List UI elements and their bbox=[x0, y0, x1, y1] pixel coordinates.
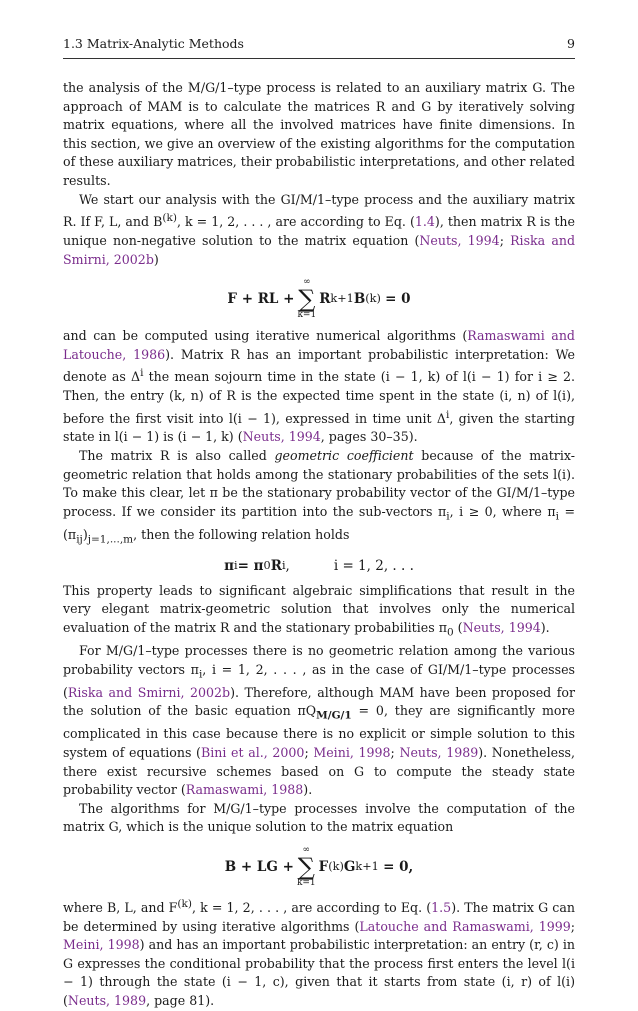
citation-link[interactable]: Neuts, 1994 bbox=[242, 429, 321, 445]
equation-comma: , bbox=[285, 558, 290, 575]
equation-lhs: B + LG + bbox=[224, 858, 294, 875]
text-span: where B, L, and F bbox=[63, 900, 178, 916]
citation-link[interactable]: Riska and Smirni, 2002b bbox=[63, 232, 576, 267]
text-span: ; bbox=[304, 744, 314, 760]
citation-link[interactable]: Ramaswami, 1988 bbox=[185, 782, 304, 798]
superscript: i bbox=[140, 367, 144, 380]
subscript: 0 bbox=[446, 626, 454, 639]
text-span: We start our analysis with the GI/M/1–type process and the auxiliary matrix R. If F, L, and B bbox=[63, 191, 575, 230]
citation-link[interactable]: Riska and Smirni, 2002b bbox=[67, 684, 231, 700]
running-header bbox=[63, 36, 575, 59]
equation-lhs: F + RL + bbox=[227, 290, 295, 307]
citation-link[interactable]: Meini, 1998 bbox=[313, 744, 391, 760]
equation-term: G bbox=[343, 858, 356, 875]
sum-upper-limit: ∞ bbox=[302, 844, 311, 855]
section-title: 1.3 Matrix-Analytic Methods bbox=[63, 36, 244, 51]
paragraph-4 bbox=[63, 447, 575, 549]
summation-symbol: ∞ ∑ k=1 bbox=[297, 277, 317, 321]
text-span: , i ≥ 0, where π bbox=[449, 503, 556, 519]
text-span: ) and has an important probabilistic interpretation: an entry (r, c) in G expresses the conditional probability that the process first enters the level l(i − 1) through the state (i − 1, c), given that it starts from state (i, r) of l(i) ( bbox=[63, 937, 575, 1009]
text-span: , k = 1, 2, . . . , are according to Eq. ( bbox=[191, 900, 432, 916]
superscript: k+1 bbox=[330, 291, 354, 305]
superscript: (k) bbox=[328, 859, 344, 873]
text-span: ( bbox=[453, 619, 463, 635]
paragraph-6 bbox=[63, 642, 575, 800]
subscript: 0 bbox=[263, 559, 271, 573]
citation-link[interactable]: Neuts, 1994 bbox=[419, 232, 500, 248]
paragraph-1: the analysis of the M/G/1–type process is related to an auxiliary matrix G. The approach of MAM is to calculate the matrices R and G by iteratively solving matrix equations, where all the involved matrices have finite dimensions. In this section, we give an overview of the existing algorithms for the computation of these auxiliary matrices, their probabilistic interpretations, and other related results. bbox=[63, 80, 575, 188]
superscript: i bbox=[445, 408, 450, 421]
text-span: ) bbox=[82, 526, 88, 542]
subscript: i bbox=[446, 510, 450, 523]
sum-upper-limit: ∞ bbox=[303, 277, 311, 288]
equation-term: R bbox=[319, 290, 331, 307]
superscript: (k) bbox=[177, 897, 192, 910]
equation-term: R bbox=[270, 558, 282, 575]
equation-lhs: π bbox=[224, 558, 235, 575]
citation-link[interactable]: Bini et al., 2000 bbox=[200, 744, 305, 760]
main-text bbox=[63, 79, 575, 1011]
text-span: = (π bbox=[63, 503, 575, 542]
sum-lower-limit: k=1 bbox=[296, 877, 316, 888]
text-span: The matrix R is also called bbox=[79, 448, 275, 464]
equation-label: i = 1, 2, . . . bbox=[333, 558, 414, 575]
text-span: = 0, they are significantly more complicated in this case because there is no explicit or simple solution to this system of equations ( bbox=[63, 703, 575, 760]
text-span: ), then matrix R is the unique non-negative solution to the matrix equation ( bbox=[63, 214, 575, 248]
paragraph-7: The algorithms for M/G/1–type processes involve the computation of the matrix G, which is the unique solution to the matrix equation bbox=[63, 800, 575, 835]
text-span: , given the starting state in l(i − 1) is (i − 1, k) ( bbox=[63, 410, 575, 445]
superscript: i bbox=[281, 559, 286, 573]
text-span: , i = 1, 2, . . . , as in the case of GI/M/1–type processes ( bbox=[63, 661, 575, 700]
sum-lower-limit: k=1 bbox=[297, 310, 317, 321]
text-span: the mean sojourn time in the state (i − 1, k) of l(i − 1) for i ≥ 2. Then, the entry (k, n) of R is the expected time spent in the state (i, n) of l(i), before the first visit into l(i − 1), expressed in time unit Δ bbox=[63, 369, 575, 426]
superscript: k+1 bbox=[355, 859, 379, 873]
text-span: This property leads to significant algebraic simplifications that result in the very elegant matrix-geometric solution that involves only the numerical evaluation of the matrix R and the stationary probabilities π bbox=[63, 582, 575, 635]
text-span: For M/G/1–type processes there is no geometric relation among the various probability vectors π bbox=[63, 642, 575, 677]
citation-link[interactable]: Ramaswami and Latouche, 1986 bbox=[63, 328, 575, 362]
text-span: ). Matrix R has an important probabilistic interpretation: We denote as Δ bbox=[63, 346, 575, 385]
equation-rhs: = 0, bbox=[383, 858, 414, 875]
equation-ref-link[interactable]: 1.4 bbox=[414, 214, 435, 230]
text-span: because of the matrix-geometric relation that holds among the stationary probabilities of the sets l(i). To make this clear, let π be the stationary probability vector of the GI/M/1–type process. If we consider its partition into the sub-vectors π bbox=[63, 448, 575, 519]
citation-link[interactable]: Neuts, 1989 bbox=[67, 993, 147, 1009]
equation-ref-link[interactable]: 1.5 bbox=[431, 900, 452, 916]
paragraph-8 bbox=[63, 895, 575, 1011]
citation-link[interactable]: Meini, 1998 bbox=[63, 937, 140, 953]
page-number: 9 bbox=[567, 36, 575, 51]
text-span: , pages 30–35). bbox=[320, 429, 418, 445]
subscript: i bbox=[234, 559, 238, 573]
subscript: ij bbox=[76, 533, 83, 546]
text-span: ). Nonetheless, there exist recursive schemes based on G to compute the steady state probability vector ( bbox=[63, 744, 576, 798]
superscript: (k) bbox=[365, 291, 381, 305]
equation-term: = π bbox=[237, 558, 264, 575]
paragraph-2 bbox=[63, 191, 575, 270]
text-span: , k = 1, 2, . . . , are according to Eq. ( bbox=[176, 214, 415, 230]
text-span: ; bbox=[390, 744, 400, 760]
text-span: ; bbox=[499, 232, 511, 248]
equation-rhs: = 0 bbox=[385, 290, 411, 307]
text-span: ). bbox=[540, 619, 550, 635]
paragraph-5 bbox=[63, 582, 575, 642]
paragraph-3 bbox=[63, 327, 575, 447]
citation-link[interactable]: Latouche and Ramaswami, 1999 bbox=[359, 918, 571, 934]
citation-link[interactable]: Neuts, 1989 bbox=[399, 744, 479, 760]
emphasis: geometric coefficient bbox=[274, 448, 414, 464]
subscript: M/G/1 bbox=[316, 709, 352, 722]
summation-symbol: ∞ ∑ k=1 bbox=[296, 844, 316, 888]
text-span: and can be computed using iterative numerical algorithms ( bbox=[63, 328, 468, 344]
subscript: i bbox=[198, 668, 203, 681]
superscript: (k) bbox=[162, 212, 177, 225]
text-span: ; bbox=[570, 918, 576, 934]
equation-term: F bbox=[318, 858, 329, 875]
subscript: i bbox=[555, 510, 559, 523]
text-span: , page 81). bbox=[146, 993, 215, 1009]
equation-pi bbox=[63, 557, 575, 576]
equation-g bbox=[63, 845, 575, 889]
text-span: ). bbox=[303, 782, 313, 798]
equation-term: B bbox=[353, 290, 366, 307]
text-span: ). The matrix G can be determined by using iterative algorithms ( bbox=[63, 900, 575, 934]
subscript: j=1,...,m bbox=[87, 533, 134, 546]
text-span: ) bbox=[153, 251, 159, 267]
equation-r bbox=[63, 277, 575, 321]
text-span: ). Therefore, although MAM have been proposed for the solution of the basic equation πQ bbox=[63, 684, 575, 719]
text-span: , then the following relation holds bbox=[133, 526, 350, 542]
citation-link[interactable]: Neuts, 1994 bbox=[462, 619, 541, 635]
